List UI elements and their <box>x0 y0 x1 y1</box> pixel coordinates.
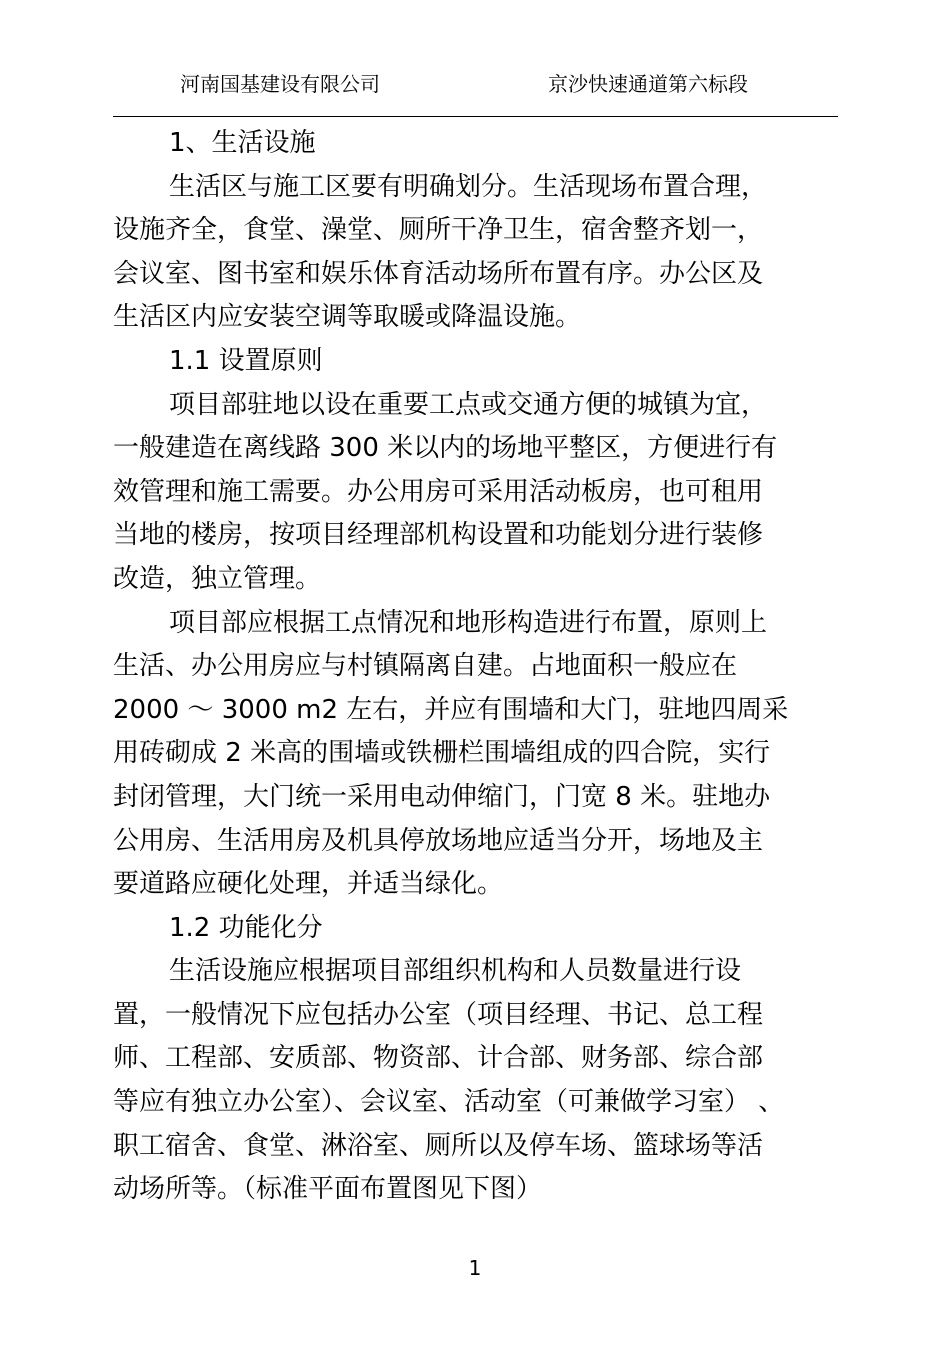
header-company: 河南国基建设有限公司 <box>180 72 380 96</box>
paragraph-line: 用砖砌成 2 米高的围墙或铁栅栏围墙组成的四合院，实行 <box>113 738 771 769</box>
page-header <box>0 68 950 98</box>
paragraph-line: 师、工程部、安质部、物资部、计合部、财务部、综合部 <box>113 1043 764 1074</box>
paragraph-line: 生活区与施工区要有明确划分。生活现场布置合理， <box>169 171 768 202</box>
paragraph-line: 2000 ～ 3000 m2 左右，并应有围墙和大门，驻地四周采 <box>113 694 789 725</box>
paragraph-line: 职工宿舍、食堂、淋浴室、厕所以及停车场、篮球场等活 <box>113 1130 764 1161</box>
paragraph-line: 生活区内应安装空调等取暖或降温设施。 <box>113 302 582 333</box>
paragraph-line: 等应有独立办公室）、会议室、活动室（可兼做学习室） 、 <box>113 1087 785 1118</box>
paragraph-line: 要道路应硬化处理，并适当绿化。 <box>113 869 504 900</box>
paragraph-line: 效管理和施工需要。办公用房可采用活动板房，也可租用 <box>113 476 764 507</box>
paragraph-line: 项目部应根据工点情况和地形构造进行布置，原则上 <box>169 607 768 638</box>
page-number: 1 <box>468 1256 482 1280</box>
document-body <box>113 122 843 1212</box>
paragraph-line: 生活设施应根据项目部组织机构和人员数量进行设 <box>169 956 742 987</box>
section-heading-1-2: 1.2 功能化分 <box>169 912 323 943</box>
paragraph-line: 项目部驻地以设在重要工点或交通方便的城镇为宜， <box>169 389 768 420</box>
paragraph-line: 会议室、图书室和娱乐体育活动场所布置有序。办公区及 <box>113 258 764 289</box>
paragraph-line: 公用房、生活用房及机具停放场地应适当分开，场地及主 <box>113 825 764 856</box>
paragraph-line: 动场所等。（标准平面布置图见下图） <box>113 1174 543 1205</box>
paragraph-line: 封闭管理，大门统一采用电动伸缩门，门宽 8 米。驻地办 <box>113 781 771 812</box>
header-project: 京沙快速通道第六标段 <box>548 72 748 96</box>
paragraph-line: 当地的楼房，按项目经理部机构设置和功能划分进行装修 <box>113 520 764 551</box>
paragraph-line: 改造，独立管理。 <box>113 563 322 594</box>
header-divider <box>113 116 838 117</box>
paragraph-line: 置，一般情况下应包括办公室（项目经理、书记、总工程 <box>113 999 764 1030</box>
paragraph-line: 设施齐全，食堂、澡堂、厕所干净卫生，宿舍整齐划一， <box>113 215 764 246</box>
paragraph-line: 生活、办公用房应与村镇隔离自建。占地面积一般应在 <box>113 651 738 682</box>
section-heading-1: 1、生活设施 <box>169 128 316 158</box>
section-heading-1-1: 1.1 设置原则 <box>169 345 323 376</box>
paragraph-line: 一般建造在离线路 300 米以内的场地平整区，方便进行有 <box>113 433 778 464</box>
